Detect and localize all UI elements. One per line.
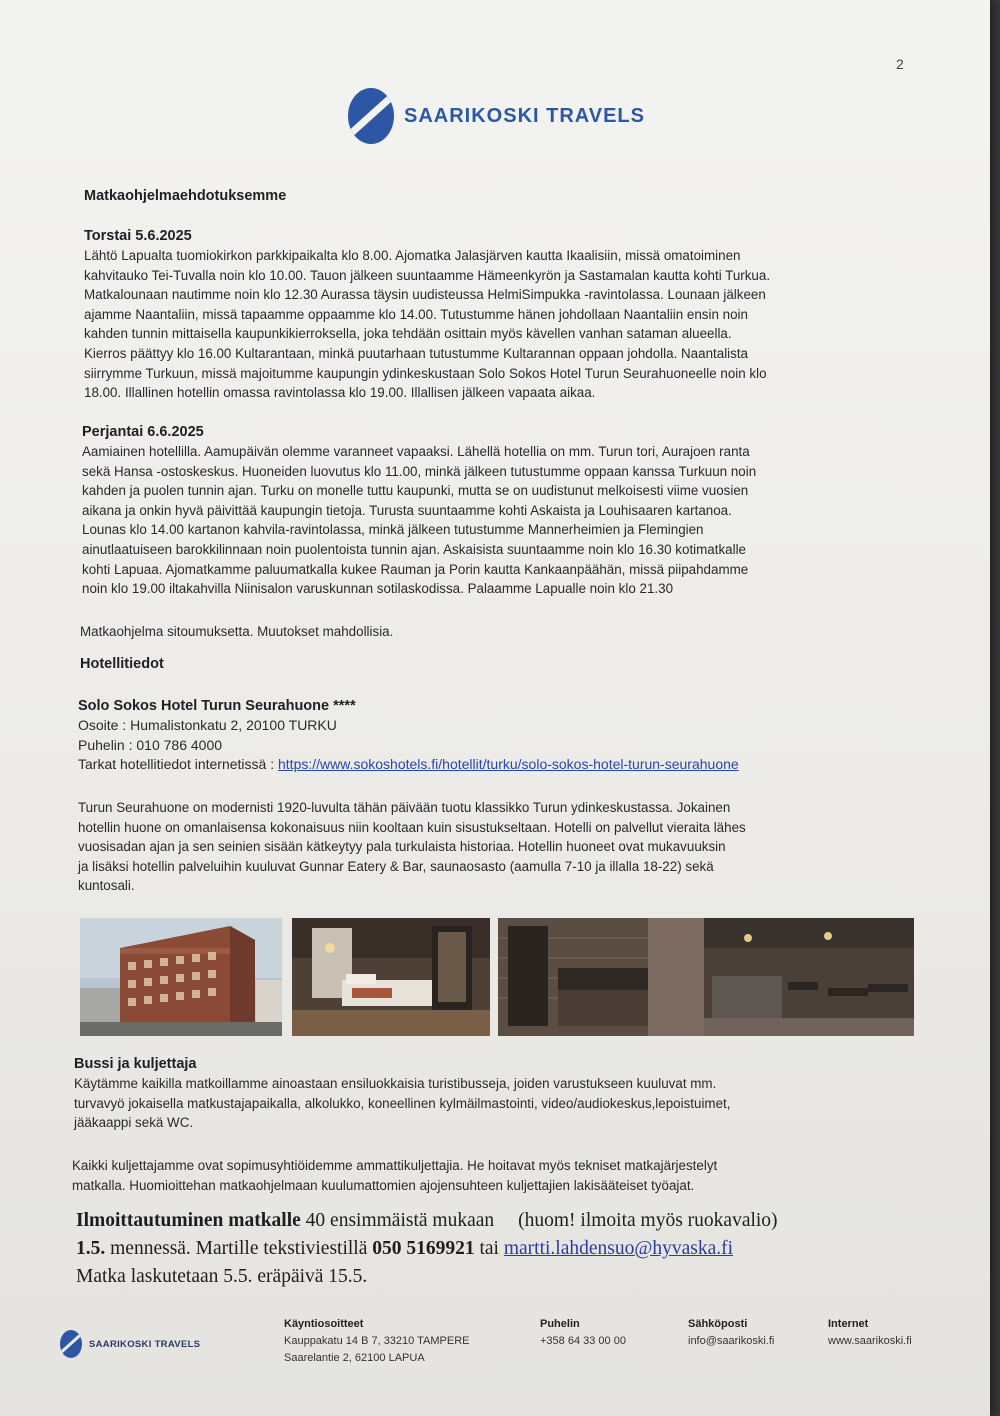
- registration-info: [76, 1207, 778, 1291]
- drivers-section: [72, 1156, 717, 1195]
- registration-billing: Matka laskutetaan 5.5. eräpäivä 15.5.: [76, 1266, 368, 1287]
- registration-email-link[interactable]: martti.lahdensuo@hyvaska.fi: [503, 1238, 734, 1259]
- hotel-address: Osoite : Humalistonkatu 2, 20100 TURKU: [78, 717, 337, 733]
- day-line: Lähtö Lapualta tuomiokirkon parkkipaikalta klo 8.00. Ajomatka Jalasjärven kautta Ikaalisiin, missä omatoiminen: [84, 248, 741, 263]
- footer-web: [828, 1316, 912, 1350]
- footer-web-heading: Internet: [828, 1318, 869, 1330]
- footer-phone-heading: Puhelin: [540, 1318, 580, 1330]
- program-note: [80, 622, 393, 642]
- footer-email: [688, 1316, 774, 1350]
- registration-lead: Ilmoittautuminen matkalle: [76, 1210, 301, 1231]
- footer-email-heading: Sähköposti: [688, 1318, 748, 1330]
- day-line: sekä Hansa -ostoskeskus. Huoneiden luovutus klo 11.00, minkä jälkeen tutustumme oppaan kanssa Turkuun noin: [82, 463, 757, 479]
- bus-line: Käytämme kaikilla matkoillamme ainoastaan ensiluokkaisia turistibusseja, joiden varustukseen kuuluvat mm.: [74, 1076, 717, 1091]
- day-section-1: [84, 226, 770, 403]
- hotel-room-photo: [292, 918, 490, 1036]
- bus-line: turvavyö jokaisella matkustajapaikalla, alkolukko, koneellinen kylmäilmastointi, video/audiokeskus,lepoistuimet,: [74, 1095, 731, 1111]
- bus-section: [74, 1054, 730, 1133]
- hotel-description: [78, 798, 746, 896]
- hotel-info: [78, 696, 739, 775]
- footer-email-value[interactable]: info@saarikoski.fi: [688, 1335, 775, 1347]
- day-title: Perjantai 6.6.2025: [82, 424, 204, 440]
- hotel-web-link[interactable]: https://www.sokoshotels.fi/hotellit/turku/solo-sokos-hotel-turun-seurahuone: [278, 756, 739, 773]
- footer-brand-mark-icon: [60, 1330, 82, 1358]
- program-heading: Matkaohjelmaehdotuksemme: [84, 188, 287, 204]
- page-number: 2: [896, 56, 904, 72]
- day-line: Aamiainen hotellilla. Aamupäivän olemme varanneet vapaaksi. Lähellä hotellia on mm. Turun tori, Aurajoen ranta: [82, 444, 750, 459]
- day-line: Kierros päättyy klo 16.00 Kultarantaan, minkä puutarhaan tutustumme Kultarannan oppaan johdolla. Naantalista: [84, 345, 749, 361]
- day-line: Lounas klo 14.00 kartanon kahvila-ravintolassa, minkä jälkeen tutustumme Mannerheimien ja Flemingien: [82, 522, 704, 538]
- program-note-text: Matkaohjelma sitoumuksetta. Muutokset mahdollisia.: [80, 624, 394, 639]
- registration-line-2: [76, 1235, 778, 1263]
- registration-or: tai: [474, 1238, 504, 1259]
- drivers-line: matkalla. Huomioittehan matkaohjelmaan kuulumattomien ajojensuhteen kuljettajien lakisääteiset työajat.: [72, 1177, 695, 1193]
- footer-phone: [540, 1316, 626, 1350]
- footer-visit-heading: Käyntiosoitteet: [284, 1318, 364, 1330]
- day-line: noin klo 19.00 iltakahvilla Niinisalon varuskunnan sotilaskodissa. Palaamme Lapualle noin klo 21.30: [82, 581, 674, 597]
- hotel-heading: Hotellitiedot: [80, 656, 164, 672]
- hotel-phone: Puhelin : 010 786 4000: [78, 736, 223, 753]
- day-title: Torstai 5.6.2025: [84, 228, 192, 244]
- day-line: 18.00. Illallinen hotellin omassa ravintolassa klo 19.00. Illallisen jälkeen vapaata aikaa.: [84, 385, 596, 401]
- day-line: siirrymme Turkuun, missä majoitumme kaupungin ydinkeskustaan Solo Sokos Hotel Turun Seurahuoneelle noin klo: [84, 365, 767, 381]
- day-line: kahvitauko Tei-Tuvalla noin klo 10.00. Tauon jälkeen suuntaamme Hämeenkyrön ja Sastamalan kautta kohti Turkua.: [84, 267, 771, 283]
- page-footer: [60, 1316, 940, 1376]
- hotel-web-label: Tarkat hotellitiedot internetissä :: [78, 756, 278, 773]
- day-line: ajamme Naantaliin, missä tapaamme oppaamme klo 14.00. Tutustumme hänen johdollaan Naantaliin ensin noin: [84, 306, 748, 322]
- brand-name: SAARIKOSKI TRAVELS: [404, 104, 645, 127]
- day-line: ainutlaatuiseen barokkilinnaan noin puolentoista tunnin ajan. Askaisista suuntaamme noin klo 16.30 kotimatkalle: [82, 541, 747, 557]
- registration-line-1: [76, 1207, 778, 1235]
- hotel-web-line: [78, 755, 739, 775]
- hotel-description-line: Turun Seurahuone on modernisti 1920-luvulta tähän päivään tuotu klassikko Turun ydinkeskustassa. Jokainen: [78, 800, 731, 815]
- registration-note: (huom! ilmoita myös ruokavalio): [518, 1210, 778, 1231]
- hotel-restaurant-photo: [498, 918, 914, 1036]
- hotel-description-line: vuosisadan ajan ja sen seinien sisään kätkeytyy pala turkulaista historiaa. Hotellin huoneet ovat mukavuuksin: [78, 839, 726, 855]
- footer-visit-addresses: [284, 1316, 470, 1367]
- footer-logo: [60, 1330, 200, 1358]
- brand-mark-icon: [348, 88, 394, 144]
- hotel-description-line: hotellin huone on omanlaisensa kokonaisuus niin kooltaan kuin sisustukseltaan. Hotelli on palvellut vieraita lähes: [78, 819, 746, 835]
- day-section-2: [82, 422, 756, 599]
- day-line: kahden tunnin mittaisella kaupunkikierroksella, joka tehdään osittain myös kävellen vanhan sataman alueella.: [84, 326, 732, 342]
- hotel-description-line: ja lisäksi hotellin palveluihin kuuluvat Gunnar Eatery & Bar, saunaosasto (aamulla 7-10 ja illalla 18-22) sekä: [78, 858, 714, 874]
- day-line: aikana ja onkin hyvä päivittää kaupungin tietoja. Turusta suuntaamme kohti Askaista ja Louhisaaren kartanoa.: [82, 502, 732, 518]
- registration-count: 40 ensimmäistä mukaan: [300, 1210, 495, 1231]
- registration-mid: mennessä. Martille tekstiviestillä: [105, 1238, 373, 1259]
- footer-phone-value: +358 64 33 00 00: [540, 1335, 626, 1347]
- hotel-name: Solo Sokos Hotel Turun Seurahuone ****: [78, 698, 356, 714]
- hotel-description-line: kuntosali.: [78, 878, 135, 894]
- footer-web-value[interactable]: www.saarikoski.fi: [828, 1335, 912, 1347]
- day-line: kahden ja puolen tunnin ajan. Turku on monelle tuttu kaupunki, mutta se on uudistunut melkoisesti viime vuosien: [82, 483, 749, 499]
- registration-phone: 050 5169921: [372, 1238, 475, 1259]
- hotel-exterior-photo: [80, 918, 282, 1036]
- header-logo: [348, 88, 645, 144]
- day-line: Matkalounaan nautimme noin klo 12.30 Aurassa täysin uudisteussa HelmiSimpukka -ravintolassa. Lounaan jälkeen: [84, 287, 766, 303]
- registration-deadline: 1.5.: [76, 1238, 106, 1259]
- footer-brand-name: SAARIKOSKI TRAVELS: [89, 1338, 201, 1350]
- drivers-line: Kaikki kuljettajamme ovat sopimusyhtiöidemme ammattikuljettajia. He hoitavat myös tekniset matkajärjestelyt: [72, 1158, 718, 1173]
- footer-visit-line: Kauppakatu 14 B 7, 33210 TAMPERE: [284, 1335, 470, 1347]
- footer-visit-line: Saarelantie 2, 62100 LAPUA: [284, 1352, 425, 1364]
- bus-heading: Bussi ja kuljettaja: [74, 1056, 197, 1072]
- bus-line: jääkaappi sekä WC.: [74, 1115, 194, 1131]
- day-line: kohti Lapuaa. Ajomatkamme paluumatkalla kukee Rauman ja Porin kautta Kankaanpäähän, missä piipahdamme: [82, 561, 749, 577]
